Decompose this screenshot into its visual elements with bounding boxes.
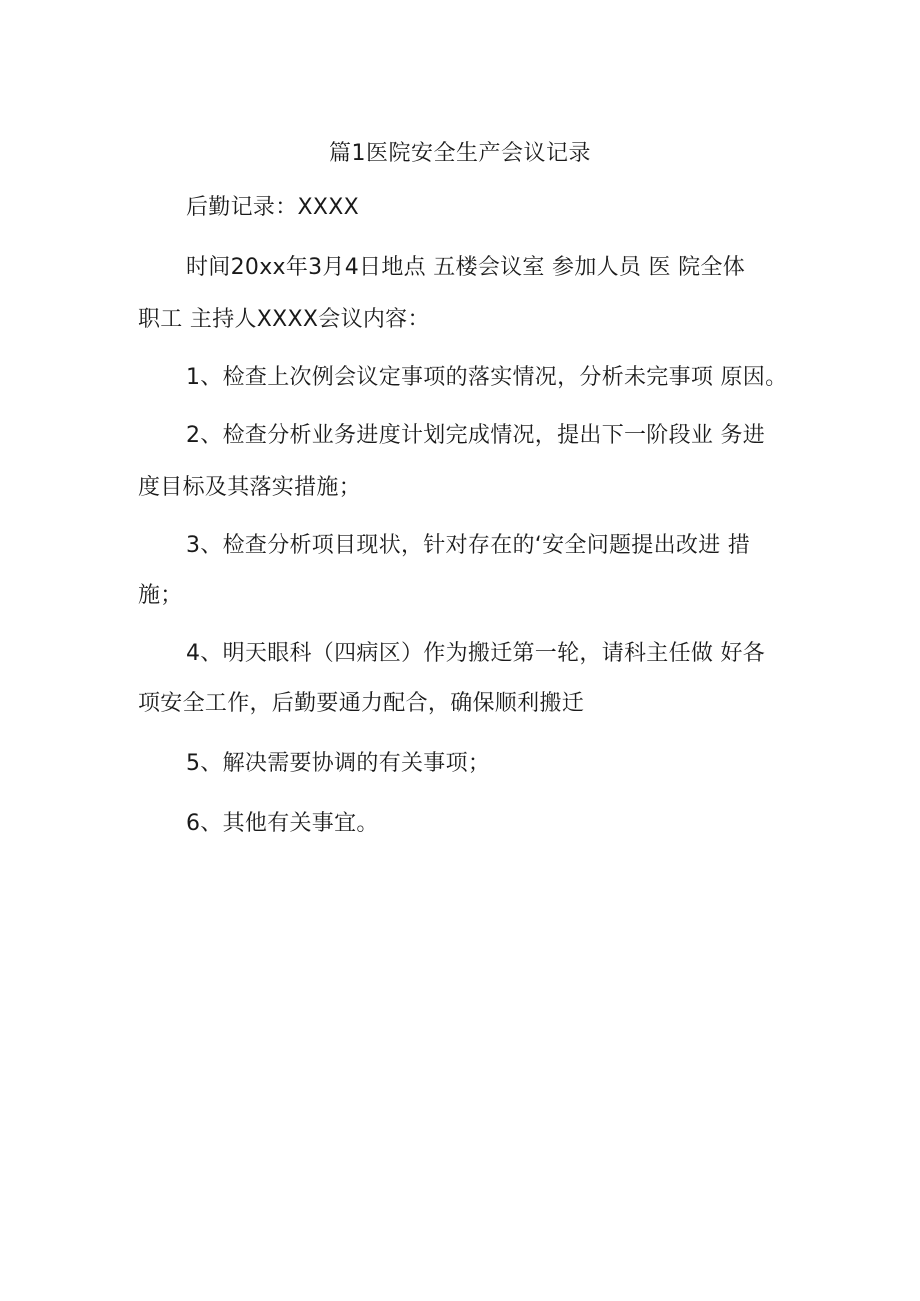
agenda-item-6: 6、其他有关事宜。: [186, 811, 379, 836]
meta-line-1: 时间20xx年3月4日地点 五楼会议室 参加人员 医 院全体: [186, 255, 746, 280]
agenda-item-4-line1: 4、明天眼科（四病区）作为搬迁第一轮，请科主任做 好各: [186, 641, 766, 666]
agenda-item-5: 5、解决需要协调的有关事项；: [186, 751, 491, 776]
agenda-item-4-line2: 项安全工作，后勤要通力配合，确保顺利搬迁: [138, 691, 585, 716]
agenda-item-3-line2: 施；: [138, 583, 183, 608]
agenda-item-2-line1: 2、检查分析业务进度计划完成情况，提出下一阶段业 务进: [186, 423, 766, 448]
agenda-item-1: 1、检查上次例会议定事项的落实情况，分析未完事项 原因。: [186, 365, 788, 390]
agenda-item-3-line1: 3、检查分析项目现状，针对存在的‘安全问题提出改进 措: [186, 533, 751, 558]
meta-line-2: 职工 主持人XXXX会议内容：: [138, 307, 430, 332]
agenda-item-2-line2: 度目标及其落实措施；: [138, 475, 362, 500]
document-title: 篇1医院安全生产会议记录: [329, 141, 591, 166]
recorder-line: 后勤记录：XXXX: [186, 195, 359, 220]
